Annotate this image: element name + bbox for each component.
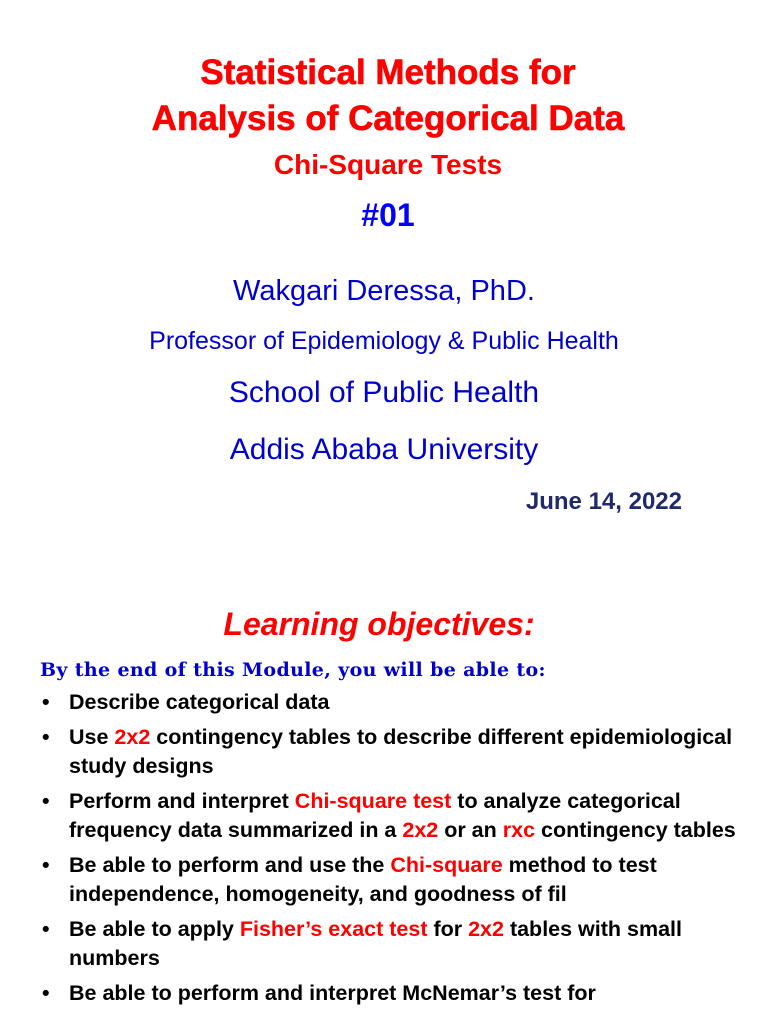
bullet-icon: • (42, 690, 50, 714)
objective-item (40, 787, 740, 845)
learning-objectives-heading: Learning objectives: (223, 606, 535, 642)
lecture-number: #01 (361, 197, 415, 233)
objective-item (40, 915, 740, 973)
objective-text: Be able to perform and interpret McNemar’s test for (69, 981, 596, 1005)
bullet-icon: • (42, 981, 50, 1005)
objective-text: contingency tables (535, 818, 736, 842)
objective-text: Be able to apply (69, 917, 240, 941)
title-line-1: Statistical Methods for (200, 53, 576, 92)
highlight-term: Fisher’s exact test (239, 917, 428, 941)
objective-text: contingency tables to describe different epidemiological study designs (69, 725, 733, 778)
bullet-icon: • (42, 853, 50, 877)
bullet-icon: • (42, 725, 50, 749)
objective-text: method to test independence, homogeneity, and goodness of fil (69, 853, 657, 906)
objective-text: Perform and interpret (69, 789, 295, 813)
title-line-2: Analysis of Categorical Data (151, 99, 625, 138)
objective-text: tables with small numbers (69, 917, 682, 970)
highlight-term: 2x2 (402, 818, 439, 842)
author-name: Wakgari Deressa, PhD. (233, 275, 535, 307)
highlight-term: 2x2 (468, 917, 504, 941)
bullet-icon: • (42, 789, 50, 813)
objective-text: for (427, 917, 469, 941)
bullet-icon: • (42, 917, 50, 941)
highlight-term: rxc (502, 818, 536, 842)
learning-objectives-intro: By the end of this Module, you will be able to: (40, 659, 546, 681)
highlight-term: Chi-square (390, 853, 503, 877)
highlight-term: Chi-square test (294, 789, 452, 813)
objective-text: or an (438, 818, 503, 842)
highlight-term: 2x2 (114, 725, 151, 749)
objective-item (40, 979, 740, 1008)
objective-text: Be able to perform and use the (69, 853, 391, 877)
objective-item (40, 688, 740, 717)
objective-text: to analyze categorical frequency data summarized in a (69, 789, 681, 842)
presentation-date: June 14, 2022 (525, 488, 682, 515)
author-position: Professor of Epidemiology & Public Health (149, 327, 619, 355)
objective-text: Describe categorical data (69, 690, 330, 714)
author-school: School of Public Health (228, 376, 540, 409)
author-university: Addis Ababa University (229, 433, 539, 466)
objective-item (40, 723, 740, 781)
objective-item (40, 851, 740, 909)
subtitle: Chi-Square Tests (273, 149, 503, 180)
objectives-list (40, 688, 740, 1014)
objective-text: Use (69, 725, 115, 749)
